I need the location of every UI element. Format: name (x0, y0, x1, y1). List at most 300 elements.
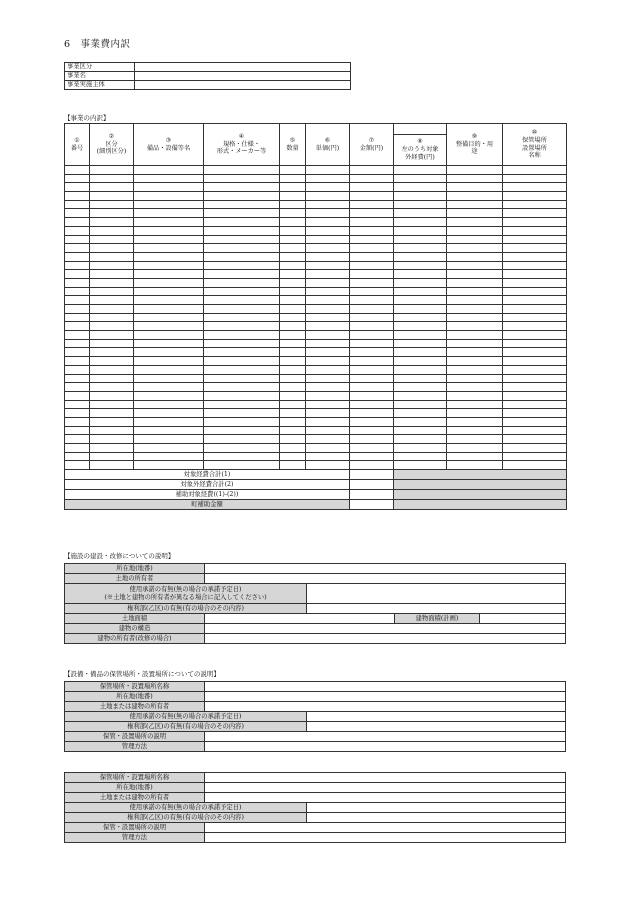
table-cell[interactable] (306, 426, 350, 435)
table-cell[interactable] (280, 348, 306, 357)
table-cell[interactable] (394, 218, 447, 227)
table-cell[interactable] (134, 435, 204, 444)
table-cell[interactable] (306, 287, 350, 296)
table-cell[interactable] (447, 461, 503, 470)
table-cell[interactable] (306, 339, 350, 348)
table-cell[interactable] (394, 235, 447, 244)
table-cell[interactable] (447, 209, 503, 218)
table-cell[interactable] (280, 252, 306, 261)
table-cell[interactable] (280, 417, 306, 426)
table-cell[interactable] (306, 305, 350, 314)
table-cell[interactable] (447, 252, 503, 261)
table-cell[interactable] (134, 235, 204, 244)
table-cell[interactable] (65, 322, 90, 331)
table-cell[interactable] (90, 357, 134, 366)
table-cell[interactable] (447, 305, 503, 314)
table-cell[interactable] (204, 305, 280, 314)
table-cell[interactable] (447, 348, 503, 357)
table-cell[interactable] (306, 461, 350, 470)
table-cell[interactable] (90, 270, 134, 279)
table-cell[interactable] (447, 278, 503, 287)
table-cell[interactable] (65, 270, 90, 279)
table-cell[interactable] (350, 461, 394, 470)
table-cell[interactable] (134, 226, 204, 235)
table-cell[interactable] (90, 261, 134, 270)
table-cell[interactable] (204, 252, 280, 261)
table-cell[interactable] (394, 296, 447, 305)
table-cell[interactable] (134, 322, 204, 331)
table-cell[interactable] (90, 218, 134, 227)
table-cell[interactable] (350, 252, 394, 261)
table-cell[interactable] (280, 409, 306, 418)
table-cell[interactable] (204, 183, 280, 192)
table-cell[interactable] (306, 261, 350, 270)
table-cell[interactable] (280, 278, 306, 287)
table-cell[interactable] (503, 174, 567, 183)
table-cell[interactable] (280, 261, 306, 270)
table-cell[interactable] (90, 391, 134, 400)
table-cell[interactable] (503, 331, 567, 340)
table-cell[interactable] (204, 348, 280, 357)
table-cell[interactable] (280, 374, 306, 383)
table-cell[interactable] (503, 435, 567, 444)
table-cell[interactable] (65, 426, 90, 435)
table-cell[interactable] (134, 400, 204, 409)
table-cell[interactable] (65, 313, 90, 322)
table-cell[interactable] (394, 278, 447, 287)
table-cell[interactable] (134, 383, 204, 392)
table-cell[interactable] (204, 365, 280, 374)
table-cell[interactable] (350, 192, 394, 201)
table-cell[interactable] (204, 166, 280, 175)
table-cell[interactable] (306, 296, 350, 305)
table-cell[interactable] (447, 218, 503, 227)
table-cell[interactable] (90, 244, 134, 253)
table-cell[interactable] (134, 444, 204, 453)
table-cell[interactable] (394, 339, 447, 348)
table-cell[interactable] (447, 287, 503, 296)
table-cell[interactable] (134, 278, 204, 287)
facility-value[interactable] (307, 584, 566, 604)
table-cell[interactable] (306, 357, 350, 366)
table-cell[interactable] (280, 305, 306, 314)
table-cell[interactable] (280, 226, 306, 235)
table-cell[interactable] (134, 209, 204, 218)
table-cell[interactable] (394, 287, 447, 296)
table-cell[interactable] (134, 409, 204, 418)
table-cell[interactable] (65, 452, 90, 461)
total-amount-cell[interactable] (350, 500, 394, 510)
table-cell[interactable] (306, 391, 350, 400)
table-cell[interactable] (134, 183, 204, 192)
table-cell[interactable] (280, 209, 306, 218)
table-cell[interactable] (65, 174, 90, 183)
table-cell[interactable] (204, 374, 280, 383)
table-cell[interactable] (447, 183, 503, 192)
table-cell[interactable] (306, 383, 350, 392)
table-cell[interactable] (280, 218, 306, 227)
table-cell[interactable] (394, 226, 447, 235)
table-cell[interactable] (134, 374, 204, 383)
table-cell[interactable] (350, 391, 394, 400)
table-cell[interactable] (204, 278, 280, 287)
table-cell[interactable] (350, 209, 394, 218)
table-cell[interactable] (306, 235, 350, 244)
table-cell[interactable] (447, 417, 503, 426)
table-cell[interactable] (65, 391, 90, 400)
table-cell[interactable] (134, 339, 204, 348)
table-cell[interactable] (134, 305, 204, 314)
table-cell[interactable] (280, 383, 306, 392)
table-cell[interactable] (65, 357, 90, 366)
table-cell[interactable] (204, 261, 280, 270)
table-cell[interactable] (204, 461, 280, 470)
table-cell[interactable] (394, 452, 447, 461)
table-cell[interactable] (394, 365, 447, 374)
table-cell[interactable] (503, 444, 567, 453)
table-cell[interactable] (394, 409, 447, 418)
table-cell[interactable] (90, 461, 134, 470)
table-cell[interactable] (350, 417, 394, 426)
table-cell[interactable] (65, 461, 90, 470)
table-cell[interactable] (394, 322, 447, 331)
table-cell[interactable] (204, 391, 280, 400)
table-cell[interactable] (394, 417, 447, 426)
table-cell[interactable] (65, 278, 90, 287)
table-cell[interactable] (394, 174, 447, 183)
storage-value[interactable] (205, 783, 566, 793)
project-info-value[interactable] (135, 72, 351, 81)
table-cell[interactable] (90, 252, 134, 261)
table-cell[interactable] (306, 322, 350, 331)
table-cell[interactable] (204, 400, 280, 409)
table-cell[interactable] (90, 444, 134, 453)
storage-value[interactable] (205, 732, 566, 742)
table-cell[interactable] (134, 244, 204, 253)
table-cell[interactable] (134, 391, 204, 400)
table-cell[interactable] (447, 192, 503, 201)
table-cell[interactable] (447, 383, 503, 392)
table-cell[interactable] (90, 226, 134, 235)
table-cell[interactable] (394, 331, 447, 340)
table-cell[interactable] (350, 400, 394, 409)
table-cell[interactable] (350, 278, 394, 287)
table-cell[interactable] (280, 391, 306, 400)
table-cell[interactable] (204, 357, 280, 366)
table-cell[interactable] (447, 270, 503, 279)
table-cell[interactable] (306, 209, 350, 218)
project-info-value[interactable] (135, 81, 351, 90)
table-cell[interactable] (204, 235, 280, 244)
storage-value[interactable] (205, 793, 566, 803)
table-cell[interactable] (350, 261, 394, 270)
table-cell[interactable] (306, 174, 350, 183)
table-cell[interactable] (350, 166, 394, 175)
table-cell[interactable] (280, 192, 306, 201)
table-cell[interactable] (65, 287, 90, 296)
table-cell[interactable] (65, 166, 90, 175)
table-cell[interactable] (280, 183, 306, 192)
table-cell[interactable] (204, 409, 280, 418)
table-cell[interactable] (306, 192, 350, 201)
table-cell[interactable] (503, 270, 567, 279)
table-cell[interactable] (394, 444, 447, 453)
total-amount-cell[interactable] (350, 470, 394, 480)
table-cell[interactable] (447, 322, 503, 331)
table-cell[interactable] (280, 296, 306, 305)
table-cell[interactable] (204, 313, 280, 322)
table-cell[interactable] (204, 226, 280, 235)
table-cell[interactable] (394, 435, 447, 444)
table-cell[interactable] (503, 348, 567, 357)
table-cell[interactable] (306, 252, 350, 261)
table-cell[interactable] (204, 417, 280, 426)
table-cell[interactable] (503, 409, 567, 418)
storage-value[interactable] (205, 702, 566, 712)
table-cell[interactable] (447, 174, 503, 183)
table-cell[interactable] (350, 435, 394, 444)
table-cell[interactable] (350, 183, 394, 192)
table-cell[interactable] (394, 348, 447, 357)
table-cell[interactable] (280, 357, 306, 366)
table-cell[interactable] (447, 374, 503, 383)
table-cell[interactable] (447, 166, 503, 175)
table-cell[interactable] (306, 218, 350, 227)
table-cell[interactable] (447, 331, 503, 340)
table-cell[interactable] (350, 218, 394, 227)
table-cell[interactable] (65, 261, 90, 270)
table-cell[interactable] (134, 348, 204, 357)
table-cell[interactable] (134, 261, 204, 270)
table-cell[interactable] (350, 313, 394, 322)
table-cell[interactable] (350, 270, 394, 279)
table-cell[interactable] (306, 313, 350, 322)
table-cell[interactable] (306, 200, 350, 209)
table-cell[interactable] (280, 444, 306, 453)
table-cell[interactable] (65, 209, 90, 218)
table-cell[interactable] (447, 313, 503, 322)
table-cell[interactable] (134, 357, 204, 366)
table-cell[interactable] (90, 339, 134, 348)
table-cell[interactable] (204, 339, 280, 348)
table-cell[interactable] (306, 400, 350, 409)
table-cell[interactable] (306, 348, 350, 357)
table-cell[interactable] (350, 200, 394, 209)
table-cell[interactable] (90, 365, 134, 374)
table-cell[interactable] (503, 209, 567, 218)
table-cell[interactable] (280, 461, 306, 470)
table-cell[interactable] (503, 322, 567, 331)
table-cell[interactable] (447, 200, 503, 209)
table-cell[interactable] (503, 261, 567, 270)
table-cell[interactable] (503, 400, 567, 409)
table-cell[interactable] (280, 426, 306, 435)
facility-value[interactable] (307, 604, 566, 614)
storage-value[interactable] (205, 742, 566, 752)
table-cell[interactable] (447, 261, 503, 270)
table-cell[interactable] (90, 235, 134, 244)
table-cell[interactable] (90, 313, 134, 322)
table-cell[interactable] (350, 331, 394, 340)
table-cell[interactable] (503, 226, 567, 235)
table-cell[interactable] (280, 174, 306, 183)
table-cell[interactable] (90, 400, 134, 409)
table-cell[interactable] (90, 452, 134, 461)
table-cell[interactable] (503, 383, 567, 392)
table-cell[interactable] (350, 305, 394, 314)
table-cell[interactable] (65, 435, 90, 444)
total-amount-cell[interactable] (350, 480, 394, 490)
table-cell[interactable] (134, 461, 204, 470)
table-cell[interactable] (65, 226, 90, 235)
table-cell[interactable] (306, 278, 350, 287)
table-cell[interactable] (90, 348, 134, 357)
table-cell[interactable] (306, 444, 350, 453)
table-cell[interactable] (350, 296, 394, 305)
table-cell[interactable] (394, 383, 447, 392)
table-cell[interactable] (503, 200, 567, 209)
table-cell[interactable] (350, 452, 394, 461)
table-cell[interactable] (280, 200, 306, 209)
table-cell[interactable] (394, 183, 447, 192)
table-cell[interactable] (204, 192, 280, 201)
table-cell[interactable] (503, 461, 567, 470)
table-cell[interactable] (90, 305, 134, 314)
table-cell[interactable] (204, 426, 280, 435)
facility-value[interactable] (205, 574, 566, 584)
table-cell[interactable] (90, 322, 134, 331)
table-cell[interactable] (350, 409, 394, 418)
table-cell[interactable] (90, 174, 134, 183)
table-cell[interactable] (503, 287, 567, 296)
table-cell[interactable] (65, 252, 90, 261)
table-cell[interactable] (350, 365, 394, 374)
table-cell[interactable] (134, 270, 204, 279)
table-cell[interactable] (65, 218, 90, 227)
table-cell[interactable] (503, 183, 567, 192)
table-cell[interactable] (306, 331, 350, 340)
table-cell[interactable] (394, 313, 447, 322)
table-cell[interactable] (204, 435, 280, 444)
table-cell[interactable] (503, 278, 567, 287)
table-cell[interactable] (350, 244, 394, 253)
table-cell[interactable] (350, 348, 394, 357)
table-cell[interactable] (134, 192, 204, 201)
table-cell[interactable] (65, 417, 90, 426)
table-cell[interactable] (280, 166, 306, 175)
table-cell[interactable] (65, 374, 90, 383)
table-cell[interactable] (90, 287, 134, 296)
table-cell[interactable] (306, 226, 350, 235)
table-cell[interactable] (350, 383, 394, 392)
table-cell[interactable] (204, 270, 280, 279)
table-cell[interactable] (503, 452, 567, 461)
table-cell[interactable] (90, 417, 134, 426)
table-cell[interactable] (503, 166, 567, 175)
table-cell[interactable] (350, 339, 394, 348)
table-cell[interactable] (280, 313, 306, 322)
table-cell[interactable] (90, 278, 134, 287)
table-cell[interactable] (503, 374, 567, 383)
table-cell[interactable] (134, 200, 204, 209)
table-cell[interactable] (503, 235, 567, 244)
table-cell[interactable] (65, 296, 90, 305)
table-cell[interactable] (394, 166, 447, 175)
table-cell[interactable] (90, 166, 134, 175)
table-cell[interactable] (134, 174, 204, 183)
table-cell[interactable] (503, 357, 567, 366)
table-cell[interactable] (65, 365, 90, 374)
storage-value[interactable] (205, 833, 566, 843)
table-cell[interactable] (447, 400, 503, 409)
storage-value[interactable] (205, 773, 566, 783)
table-cell[interactable] (306, 452, 350, 461)
table-cell[interactable] (134, 426, 204, 435)
table-cell[interactable] (503, 192, 567, 201)
table-cell[interactable] (306, 417, 350, 426)
table-cell[interactable] (90, 331, 134, 340)
storage-value[interactable] (205, 682, 566, 692)
table-cell[interactable] (280, 452, 306, 461)
table-cell[interactable] (394, 252, 447, 261)
table-cell[interactable] (394, 400, 447, 409)
table-cell[interactable] (394, 426, 447, 435)
table-cell[interactable] (134, 365, 204, 374)
table-cell[interactable] (134, 166, 204, 175)
table-cell[interactable] (280, 235, 306, 244)
table-cell[interactable] (204, 296, 280, 305)
table-cell[interactable] (65, 400, 90, 409)
table-cell[interactable] (350, 426, 394, 435)
table-cell[interactable] (90, 383, 134, 392)
table-cell[interactable] (280, 244, 306, 253)
table-cell[interactable] (134, 331, 204, 340)
table-cell[interactable] (503, 305, 567, 314)
table-cell[interactable] (90, 374, 134, 383)
table-cell[interactable] (350, 444, 394, 453)
table-cell[interactable] (503, 365, 567, 374)
table-cell[interactable] (306, 270, 350, 279)
table-cell[interactable] (447, 339, 503, 348)
table-cell[interactable] (90, 192, 134, 201)
table-cell[interactable] (447, 357, 503, 366)
table-cell[interactable] (394, 261, 447, 270)
table-cell[interactable] (350, 235, 394, 244)
table-cell[interactable] (447, 365, 503, 374)
table-cell[interactable] (394, 244, 447, 253)
table-cell[interactable] (204, 383, 280, 392)
table-cell[interactable] (306, 374, 350, 383)
table-cell[interactable] (394, 374, 447, 383)
table-cell[interactable] (394, 357, 447, 366)
project-info-value[interactable] (135, 63, 351, 72)
table-cell[interactable] (306, 365, 350, 374)
table-cell[interactable] (447, 426, 503, 435)
facility-value[interactable] (205, 614, 395, 624)
table-cell[interactable] (447, 244, 503, 253)
table-cell[interactable] (204, 444, 280, 453)
table-cell[interactable] (65, 244, 90, 253)
table-cell[interactable] (65, 192, 90, 201)
table-cell[interactable] (204, 209, 280, 218)
table-cell[interactable] (134, 287, 204, 296)
table-cell[interactable] (447, 235, 503, 244)
table-cell[interactable] (447, 452, 503, 461)
facility-value[interactable] (205, 624, 566, 634)
table-cell[interactable] (65, 200, 90, 209)
table-cell[interactable] (306, 166, 350, 175)
storage-value[interactable] (205, 692, 566, 702)
